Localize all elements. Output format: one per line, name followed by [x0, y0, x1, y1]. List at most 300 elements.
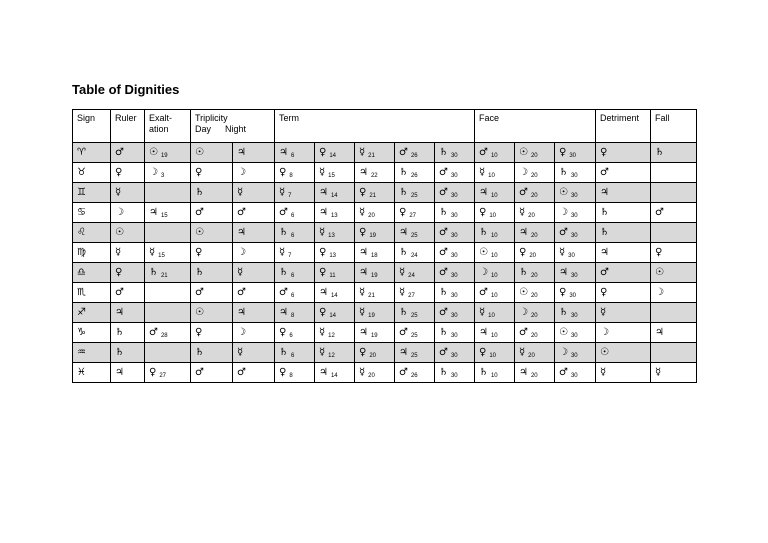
term-cell	[315, 323, 355, 343]
term-cell-glyph: ♀	[319, 267, 327, 278]
exaltation-cell	[145, 303, 191, 323]
face-cell-glyph: ♀	[559, 147, 567, 158]
sign-cell-glyph: ♓	[77, 367, 86, 378]
term-cell	[435, 143, 475, 163]
triplicity-night-cell-glyph: ☿	[237, 187, 244, 198]
term-cell	[435, 303, 475, 323]
term-cell-degree: 6	[290, 273, 295, 279]
detriment-cell	[596, 143, 651, 163]
term-cell-degree: 19	[368, 313, 375, 319]
triplicity-night-cell-glyph: ♃	[237, 227, 246, 238]
term-cell-degree: 6	[289, 333, 293, 339]
ruler-cell	[111, 263, 145, 283]
header-day: Day	[195, 124, 212, 134]
term-cell	[355, 163, 395, 183]
term-cell	[435, 283, 475, 303]
triplicity-night-cell-glyph: ☿	[237, 267, 244, 278]
term-cell	[395, 223, 435, 243]
term-cell	[275, 283, 315, 303]
term-cell	[275, 343, 315, 363]
triplicity-day-cell-glyph: ♂	[195, 207, 204, 218]
detriment-cell-glyph: ♀	[600, 287, 608, 298]
face-cell	[475, 143, 515, 163]
triplicity-night-cell	[233, 203, 275, 223]
term-cell-glyph: ♂	[439, 167, 448, 178]
face-cell-degree: 30	[570, 313, 578, 319]
term-cell-glyph: ☿	[399, 267, 406, 278]
exaltation-cell-glyph: ♄	[149, 267, 158, 278]
term-cell	[315, 363, 355, 383]
fall-cell	[651, 183, 697, 203]
ruler-cell-glyph: ♂	[115, 287, 124, 298]
face-cell-glyph: ☉	[519, 147, 528, 158]
term-cell	[355, 343, 395, 363]
triplicity-day-cell	[191, 283, 233, 303]
triplicity-day-cell	[191, 183, 233, 203]
term-cell-glyph: ☿	[359, 287, 366, 298]
triplicity-day-cell-glyph: ♀	[195, 167, 203, 178]
face-cell-glyph: ☿	[559, 247, 566, 258]
term-cell-glyph: ♄	[399, 307, 408, 318]
ruler-cell-glyph: ♀	[115, 167, 123, 178]
term-cell-glyph: ☿	[399, 287, 406, 298]
term-cell-degree: 30	[450, 173, 458, 179]
term-cell	[395, 363, 435, 383]
face-cell	[515, 163, 555, 183]
term-cell-glyph: ♄	[279, 267, 288, 278]
term-cell	[275, 263, 315, 283]
ruler-cell	[111, 323, 145, 343]
face-cell-degree: 30	[570, 353, 578, 359]
face-cell-degree: 20	[530, 173, 538, 179]
exaltation-cell	[145, 283, 191, 303]
detriment-cell-glyph: ♃	[600, 247, 609, 258]
face-cell-glyph: ☿	[519, 207, 526, 218]
sign-cell	[73, 163, 111, 183]
face-cell-glyph: ♂	[559, 367, 568, 378]
term-cell-degree: 25	[410, 193, 418, 199]
exaltation-cell-degree: 15	[160, 213, 168, 219]
term-cell	[275, 203, 315, 223]
fall-cell-glyph: ☿	[655, 367, 662, 378]
term-cell-degree: 12	[328, 353, 335, 359]
term-cell-glyph: ♃	[319, 287, 328, 298]
term-cell-degree: 24	[408, 273, 415, 279]
face-cell	[515, 363, 555, 383]
term-cell	[275, 303, 315, 323]
face-cell-degree: 20	[530, 313, 538, 319]
header-night: Night	[225, 124, 247, 134]
face-cell-degree: 30	[569, 293, 577, 299]
term-cell	[435, 343, 475, 363]
term-cell	[435, 163, 475, 183]
term-cell-degree: 6	[290, 153, 295, 159]
face-cell-degree: 30	[570, 373, 578, 379]
triplicity-day-cell-glyph: ♄	[195, 267, 204, 278]
fall-cell	[651, 303, 697, 323]
triplicity-day-cell	[191, 143, 233, 163]
face-cell-glyph: ♂	[519, 187, 528, 198]
fall-cell	[651, 203, 697, 223]
triplicity-night-cell	[233, 283, 275, 303]
fall-cell	[651, 323, 697, 343]
detriment-cell-glyph: ☽	[600, 327, 609, 338]
header-row	[73, 110, 697, 143]
term-cell-glyph: ☿	[359, 307, 366, 318]
table-row	[73, 323, 697, 343]
term-cell	[435, 323, 475, 343]
face-cell-degree: 20	[530, 233, 538, 239]
sign-cell	[73, 243, 111, 263]
term-cell-glyph: ♂	[439, 227, 448, 238]
face-cell-degree: 10	[490, 333, 498, 339]
term-cell-glyph: ♄	[439, 327, 448, 338]
term-cell-degree: 6	[290, 233, 295, 239]
sign-cell-glyph: ♌	[77, 227, 86, 238]
term-cell	[395, 203, 435, 223]
ruler-cell	[111, 203, 145, 223]
term-cell-glyph: ♃	[359, 247, 368, 258]
term-cell	[435, 223, 475, 243]
term-cell-degree: 30	[450, 373, 458, 379]
face-cell	[555, 363, 596, 383]
header-exaltation	[145, 110, 191, 143]
face-cell	[555, 143, 596, 163]
term-cell-degree: 21	[368, 293, 375, 299]
term-cell-glyph: ♄	[439, 207, 448, 218]
term-cell-glyph: ♀	[359, 347, 367, 358]
sign-cell	[73, 303, 111, 323]
term-cell	[355, 183, 395, 203]
term-cell-degree: 7	[288, 253, 292, 259]
face-cell-glyph: ☿	[479, 167, 486, 178]
sign-cell-glyph: ♉	[77, 167, 86, 178]
face-cell-glyph: ♂	[479, 147, 488, 158]
face-cell	[555, 323, 596, 343]
sign-cell	[73, 323, 111, 343]
face-cell	[515, 263, 555, 283]
face-cell	[555, 283, 596, 303]
term-cell-glyph: ♀	[399, 207, 407, 218]
sign-cell	[73, 283, 111, 303]
detriment-cell	[596, 263, 651, 283]
table-row	[73, 243, 697, 263]
term-cell-glyph: ♀	[279, 167, 287, 178]
detriment-cell	[596, 283, 651, 303]
triplicity-night-cell	[233, 363, 275, 383]
header-exalt-line2: ation	[149, 124, 169, 134]
term-cell-degree: 26	[410, 373, 418, 379]
triplicity-night-cell-glyph: ☽	[237, 327, 246, 338]
exaltation-cell	[145, 203, 191, 223]
fall-cell	[651, 243, 697, 263]
term-cell-degree: 19	[369, 233, 377, 239]
detriment-cell	[596, 363, 651, 383]
term-cell	[275, 143, 315, 163]
term-cell-glyph: ♂	[439, 247, 448, 258]
face-cell-glyph: ♄	[559, 307, 568, 318]
term-cell-degree: 14	[330, 193, 338, 199]
detriment-cell	[596, 323, 651, 343]
exaltation-cell	[145, 183, 191, 203]
term-cell-glyph: ♂	[399, 327, 408, 338]
dignities-body	[73, 143, 697, 383]
term-cell-degree: 30	[450, 293, 458, 299]
term-cell-degree: 11	[329, 273, 336, 279]
triplicity-night-cell	[233, 243, 275, 263]
term-cell-glyph: ☿	[359, 207, 366, 218]
detriment-cell-glyph: ♄	[600, 207, 609, 218]
ruler-cell-glyph: ♃	[115, 307, 124, 318]
face-cell-glyph: ☽	[559, 347, 568, 358]
detriment-cell	[596, 303, 651, 323]
face-cell-glyph: ♄	[479, 227, 488, 238]
face-cell	[555, 303, 596, 323]
exaltation-cell-degree: 28	[160, 333, 168, 339]
face-cell	[475, 243, 515, 263]
term-cell-degree: 30	[450, 233, 458, 239]
sign-cell	[73, 183, 111, 203]
term-cell-degree: 30	[450, 213, 458, 219]
ruler-cell	[111, 143, 145, 163]
face-cell	[515, 323, 555, 343]
fall-cell	[651, 223, 697, 243]
face-cell-glyph: ♂	[519, 327, 528, 338]
term-cell-glyph: ☿	[319, 167, 326, 178]
term-cell-degree: 21	[368, 153, 375, 159]
triplicity-day-cell	[191, 243, 233, 263]
sign-cell	[73, 263, 111, 283]
term-cell	[395, 243, 435, 263]
term-cell	[435, 363, 475, 383]
face-cell	[515, 283, 555, 303]
table-row	[73, 283, 697, 303]
face-cell	[515, 183, 555, 203]
triplicity-night-cell	[233, 183, 275, 203]
face-cell-degree: 20	[528, 213, 535, 219]
exaltation-cell	[145, 323, 191, 343]
ruler-cell-glyph: ☿	[115, 247, 122, 258]
term-cell-glyph: ♄	[399, 167, 408, 178]
term-cell	[315, 163, 355, 183]
exaltation-cell-degree: 15	[158, 253, 165, 259]
detriment-cell	[596, 183, 651, 203]
face-cell	[515, 303, 555, 323]
term-cell-glyph: ♂	[439, 307, 448, 318]
face-cell-glyph: ♃	[479, 187, 488, 198]
ruler-cell	[111, 243, 145, 263]
face-cell-degree: 10	[490, 233, 498, 239]
term-cell	[395, 343, 435, 363]
face-cell-degree: 30	[568, 253, 575, 259]
ruler-cell-glyph: ☿	[115, 187, 122, 198]
ruler-cell-glyph: ♀	[115, 267, 123, 278]
term-cell-degree: 7	[288, 193, 292, 199]
face-cell-degree: 20	[530, 373, 538, 379]
fall-cell-glyph: ♂	[655, 207, 664, 218]
fall-cell	[651, 143, 697, 163]
detriment-cell-glyph: ☿	[600, 307, 607, 318]
face-cell	[555, 163, 596, 183]
term-cell	[395, 143, 435, 163]
exaltation-cell-glyph: ♀	[149, 367, 157, 378]
face-cell-glyph: ♄	[479, 367, 488, 378]
term-cell-degree: 24	[410, 253, 418, 259]
exaltation-cell	[145, 223, 191, 243]
ruler-cell-glyph: ☽	[115, 207, 124, 218]
term-cell-degree: 12	[328, 333, 335, 339]
exaltation-cell	[145, 243, 191, 263]
term-cell	[275, 223, 315, 243]
sign-cell-glyph: ♍	[77, 247, 86, 258]
face-cell	[475, 163, 515, 183]
triplicity-day-cell	[191, 303, 233, 323]
ruler-cell	[111, 303, 145, 323]
header-fall: Fall	[651, 110, 697, 143]
face-cell	[475, 363, 515, 383]
triplicity-night-cell	[233, 263, 275, 283]
term-cell-degree: 19	[370, 273, 378, 279]
detriment-cell	[596, 343, 651, 363]
term-cell	[315, 263, 355, 283]
term-cell	[355, 323, 395, 343]
term-cell-glyph: ♃	[319, 367, 328, 378]
fall-cell	[651, 363, 697, 383]
header-detriment: Detriment	[596, 110, 651, 143]
table-row	[73, 143, 697, 163]
term-cell-degree: 30	[450, 153, 458, 159]
header-face: Face	[475, 110, 596, 143]
face-cell-degree: 30	[570, 193, 578, 199]
face-cell-glyph: ☉	[519, 287, 528, 298]
face-cell-glyph: ☽	[479, 267, 488, 278]
face-cell	[475, 203, 515, 223]
exaltation-cell	[145, 363, 191, 383]
term-cell	[395, 163, 435, 183]
term-cell-glyph: ☿	[279, 187, 286, 198]
face-cell	[475, 223, 515, 243]
face-cell-degree: 20	[530, 333, 538, 339]
face-cell	[555, 343, 596, 363]
term-cell-degree: 20	[368, 373, 375, 379]
face-cell-glyph: ☉	[559, 187, 568, 198]
triplicity-day-cell	[191, 203, 233, 223]
face-cell-degree: 10	[489, 353, 497, 359]
face-cell	[475, 183, 515, 203]
term-cell	[395, 263, 435, 283]
face-cell-degree: 10	[490, 193, 498, 199]
term-cell-glyph: ♃	[399, 227, 408, 238]
detriment-cell	[596, 223, 651, 243]
triplicity-day-cell-glyph: ♀	[195, 327, 203, 338]
term-cell-degree: 14	[330, 293, 338, 299]
term-cell-glyph: ♀	[319, 307, 327, 318]
term-cell-glyph: ♀	[319, 147, 327, 158]
term-cell	[435, 183, 475, 203]
exaltation-cell	[145, 163, 191, 183]
ruler-cell	[111, 343, 145, 363]
header-sign: Sign	[73, 110, 111, 143]
term-cell-glyph: ☿	[359, 147, 366, 158]
face-cell-degree: 30	[570, 333, 578, 339]
face-cell	[555, 243, 596, 263]
term-cell	[355, 363, 395, 383]
term-cell-degree: 15	[328, 173, 335, 179]
term-cell	[315, 283, 355, 303]
term-cell-glyph: ♀	[359, 187, 367, 198]
face-cell	[475, 303, 515, 323]
face-cell-degree: 10	[490, 273, 498, 279]
dignities-table	[72, 109, 697, 383]
term-cell	[395, 303, 435, 323]
fall-cell	[651, 163, 697, 183]
face-cell	[515, 203, 555, 223]
triplicity-night-cell-glyph: ♂	[237, 207, 246, 218]
sign-cell	[73, 143, 111, 163]
ruler-cell-glyph: ♄	[115, 327, 124, 338]
sign-cell-glyph: ♒	[77, 347, 86, 358]
face-cell-glyph: ♃	[519, 367, 528, 378]
term-cell-degree: 13	[330, 213, 338, 219]
face-cell-degree: 20	[530, 273, 538, 279]
term-cell	[275, 183, 315, 203]
ruler-cell-glyph: ☉	[115, 227, 124, 238]
term-cell-degree: 6	[290, 293, 295, 299]
triplicity-night-cell	[233, 303, 275, 323]
term-cell	[435, 203, 475, 223]
face-cell-glyph: ☽	[519, 307, 528, 318]
term-cell-glyph: ☿	[319, 327, 326, 338]
detriment-cell-glyph: ♂	[600, 167, 609, 178]
term-cell-degree: 21	[369, 193, 377, 199]
table-row	[73, 363, 697, 383]
term-cell-glyph: ☿	[319, 227, 326, 238]
face-cell-glyph: ☽	[559, 207, 568, 218]
header-triplicity	[191, 110, 275, 143]
term-cell	[355, 303, 395, 323]
term-cell-glyph: ♃	[359, 327, 368, 338]
term-cell	[275, 243, 315, 263]
term-cell-degree: 30	[450, 193, 458, 199]
face-cell-glyph: ♀	[479, 347, 487, 358]
face-cell-glyph: ♃	[479, 327, 488, 338]
exaltation-cell	[145, 263, 191, 283]
term-cell-glyph: ♃	[319, 187, 328, 198]
face-cell	[515, 343, 555, 363]
triplicity-night-cell	[233, 343, 275, 363]
sign-cell	[73, 203, 111, 223]
triplicity-night-cell	[233, 163, 275, 183]
term-cell-glyph: ♄	[439, 367, 448, 378]
detriment-cell-glyph: ☿	[600, 367, 607, 378]
exaltation-cell-degree: 19	[160, 153, 168, 159]
face-cell-degree: 20	[530, 293, 538, 299]
table-row	[73, 303, 697, 323]
fall-cell	[651, 343, 697, 363]
term-cell-glyph: ♂	[439, 347, 448, 358]
detriment-cell-glyph: ☉	[600, 347, 609, 358]
sign-cell-glyph: ♎	[77, 267, 86, 278]
term-cell-glyph: ♃	[319, 207, 328, 218]
term-cell-glyph: ♃	[279, 147, 288, 158]
term-cell-degree: 20	[369, 353, 377, 359]
table-row	[73, 223, 697, 243]
face-cell-degree: 10	[490, 253, 498, 259]
term-cell	[275, 363, 315, 383]
sign-cell-glyph: ♏	[77, 287, 86, 298]
exaltation-cell-degree: 27	[159, 373, 167, 379]
term-cell-glyph: ♃	[359, 267, 368, 278]
